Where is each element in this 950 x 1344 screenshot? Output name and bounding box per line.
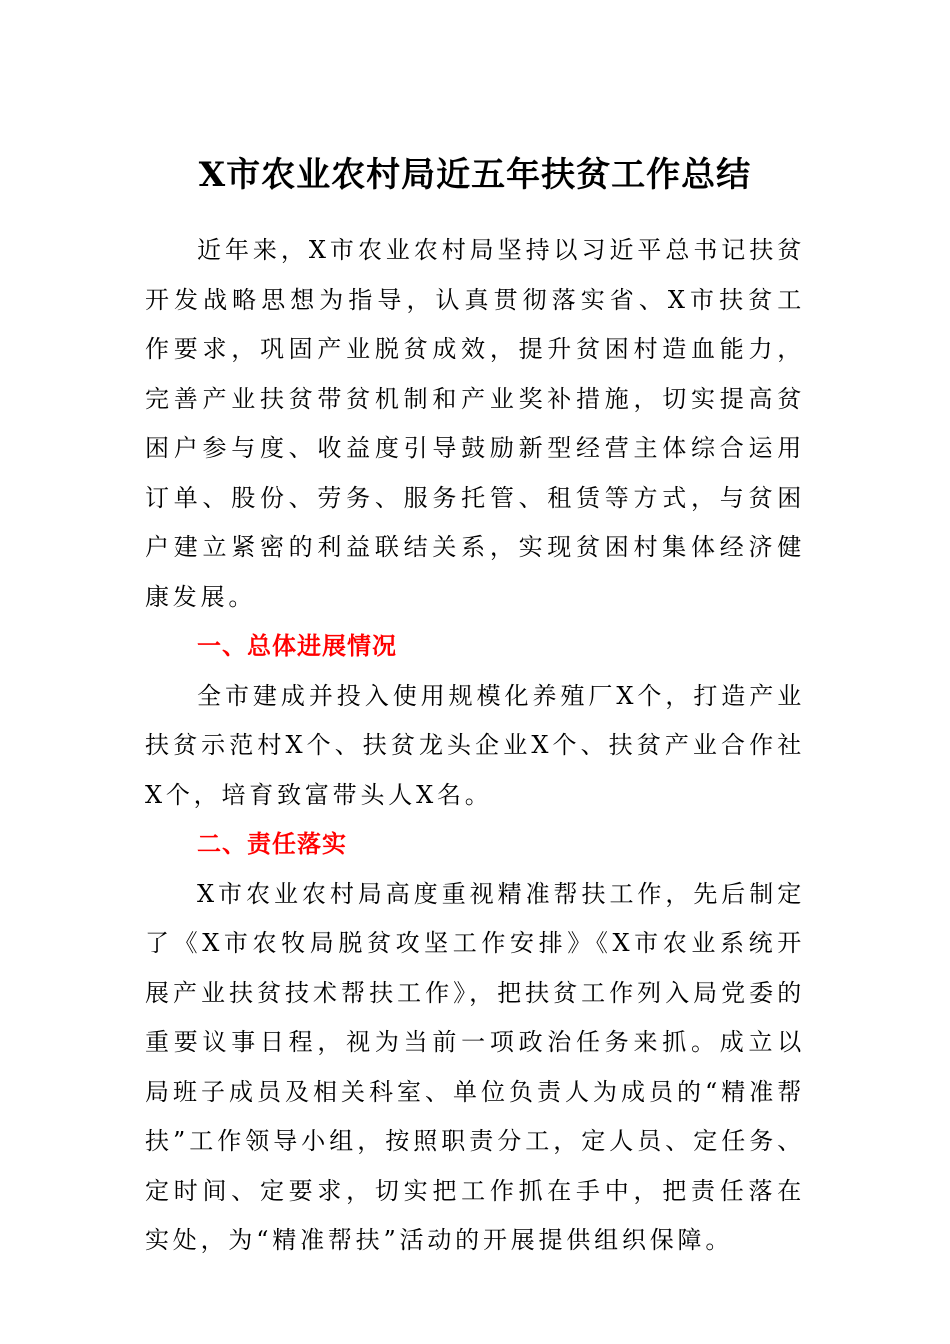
document-title: X市农业农村局近五年扶贫工作总结: [198, 155, 752, 195]
document-body: [145, 226, 805, 1266]
responsibility-paragraph: X市农业农村局高度重视精准帮扶工作，先后制定了《X市农牧局脱贫攻坚工作安排》《X市农业系统开展产业扶贫技术帮扶工作》，把扶贫工作列入局党委的重要议事日程，视为当前一项政治任务来抓。成立以局班子成员及相关科室、单位负责人为成员的“精准帮扶”工作领导小组，按照职责分工，定人员、定任务、定时间、定要求，切实把工作抓在手中，把责任落在实处，为“精准帮扶”活动的开展提供组织保障。: [145, 879, 805, 1254]
overview-paragraph: 全市建成并投入使用规模化养殖厂X个，打造产业扶贫示范村X个、扶贫龙头企业X个、扶贫产业合作社X个，培育致富带头人X名。: [145, 681, 805, 809]
section-heading-overview: 一、总体进展情况: [197, 632, 397, 660]
intro-paragraph: 近年来，X市农业农村局坚持以习近平总书记扶贫开发战略思想为指导，认真贯彻落实省、X市扶贫工作要求，巩固产业脱贫成效，提升贫困村造血能力，完善产业扶贫带贫机制和产业奖补措施，切实提高贫困户参与度、收益度引导鼓励新型经营主体综合运用订单、股份、劳务、服务托管、租赁等方式，与贫困户建立紧密的利益联结关系，实现贫困村集体经济健康发展。: [145, 236, 805, 611]
section-heading-responsibility: 二、责任落实: [197, 830, 347, 858]
